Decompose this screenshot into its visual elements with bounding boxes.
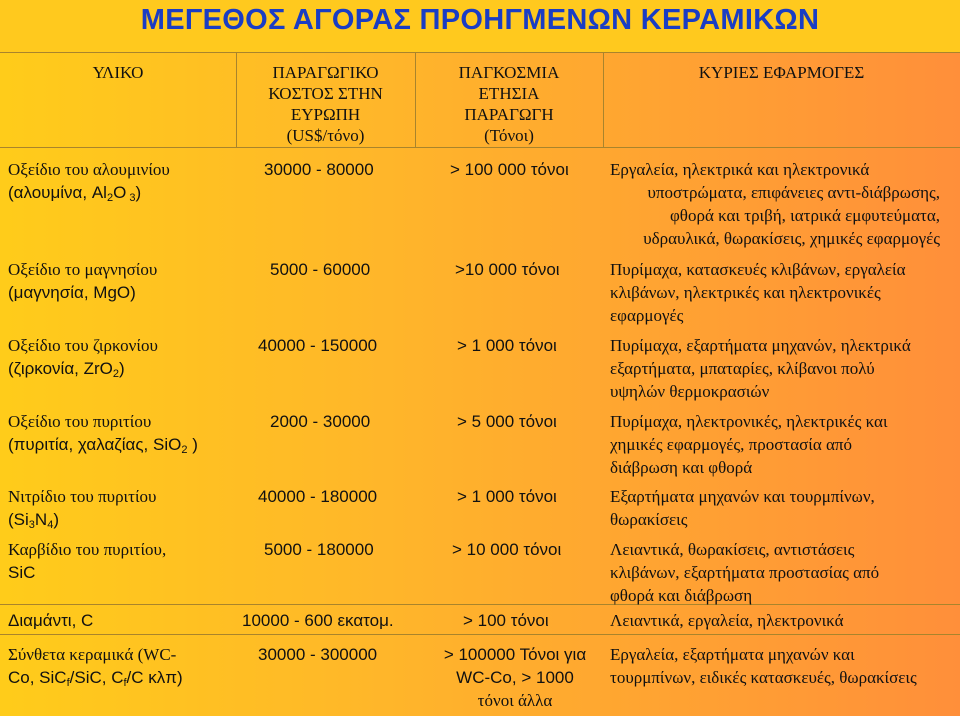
applications-line: Εργαλεία, εξαρτήματα μηχανών και [610, 645, 855, 664]
applications-text [610, 643, 917, 689]
header-cost-line: ΠΑΡΑΓΩΓΙΚΟ [272, 63, 379, 82]
material-formula: $(Si_3N_4)$ [8, 510, 59, 531]
cost-value: 40000 - 150000 [258, 336, 378, 355]
applications-line: κλιβάνων, εξαρτήματα προστασίας από [610, 563, 880, 582]
applications-line: Λειαντικά, θωρακίσεις, αντιστάσεις [610, 540, 855, 559]
applications-text [610, 158, 940, 250]
cost-value: 10000 - 600 εκατομ. [242, 611, 394, 630]
production-value [426, 643, 604, 712]
applications-line: φθορά και τριβή, ιατρικά εμφυτεύματα, [670, 206, 940, 225]
applications-line: διάβρωση και φθορά [610, 458, 753, 477]
applications-line: υψηλών θερμοκρασιών [610, 382, 770, 401]
cost-value: 30000 - 80000 [264, 160, 374, 179]
table-top-border [0, 52, 960, 53]
applications-text [610, 538, 879, 607]
production-value: > 1 000 τόνοι [457, 336, 557, 355]
applications-line: Εργαλεία, ηλεκτρικά και ηλεκτρονικά [610, 160, 870, 179]
material-name: Οξείδιο το μαγνησίου [8, 260, 158, 279]
header-cost-line: ΚΟΣΤΟΣ ΣΤΗΝ [268, 84, 383, 103]
applications-line: Λειαντικά, εργαλεία, ηλεκτρονικά [610, 611, 844, 630]
page-title: ΜΕΓΕΘΟΣ ΑΓΟΡΑΣ ΠΡΟΗΓΜΕΝΩΝ ΚΕΡΑΜΙΚΩΝ [140, 4, 820, 36]
production-value: > 1 000 τόνοι [457, 487, 557, 506]
applications-line: υδραυλικά, θωρακίσεις, χημικές εφαρμογές [643, 229, 940, 248]
applications-line: κλιβάνων, ηλεκτρικές και ηλεκτρονικές [610, 283, 881, 302]
production-line: > 100000 Τόνοι για [443, 645, 587, 664]
applications-line: εξαρτήματα, μπαταρίες, κλίβανοι πολύ [610, 359, 875, 378]
applications-line: υποστρώματα, επιφάνειες αντι-διάβρωσης, [647, 183, 940, 202]
material-name: Οξείδιο του αλουμινίου [8, 160, 170, 179]
applications-text [610, 410, 888, 479]
material-name: Νιτρίδιο του πυριτίου [8, 487, 157, 506]
material-name: Οξείδιο του ζιρκονίου [8, 336, 158, 355]
header-production-line: ΠΑΓΚΟΣΜΙΑ [458, 63, 560, 82]
header-applications: ΚΥΡΙΕΣ ΕΦΑΡΜΟΓΕΣ [698, 63, 865, 82]
applications-text [610, 485, 875, 531]
applications-text [610, 609, 844, 632]
header-material: ΥΛΙΚΟ [92, 63, 144, 82]
material-formula: SiC [8, 563, 36, 582]
applications-text [610, 258, 906, 327]
material-name: Διαμάντι, C [8, 611, 94, 630]
cost-value: 5000 - 180000 [264, 540, 374, 559]
applications-line: φθορά και διάβρωση [610, 586, 753, 605]
material-name: Σύνθετα κεραμικά (WC- [8, 645, 177, 664]
production-value: > 100 τόνοι [463, 611, 549, 630]
header-production-line: ΠΑΡΑΓΩΓΗ [464, 105, 554, 124]
cost-value: 30000 - 300000 [258, 645, 378, 664]
header-cost-line: (US$/τόνο) [286, 126, 365, 145]
cost-value: 2000 - 30000 [270, 412, 371, 431]
production-value: >10 000 τόνοι [455, 260, 560, 279]
material-formula: Co, SiC$_f$/SiC, $C_f/C$ κλπ) [8, 668, 183, 689]
header-production-line: (Τόνοι) [484, 126, 534, 145]
header-production [415, 62, 603, 146]
header-divider [0, 147, 960, 148]
applications-line: θωρακίσεις [610, 510, 688, 529]
material-formula: (ζιρκονία, ZrO$_2$) [8, 359, 125, 380]
production-value: > 100 000 τόνοι [450, 160, 569, 179]
material-name: Καρβίδιο του πυριτίου, [8, 540, 167, 559]
applications-line: εφαρμογές [610, 306, 684, 325]
material-formula: (μαγνησία, MgO) [8, 283, 136, 302]
production-line: WC-Co, > 1000 [456, 668, 574, 687]
material-formula: (πυριτία, χαλαζίας, SiO$_2$ ) [8, 435, 198, 456]
material-formula: (αλουμίνα, $Al_2O$ $_3$) [8, 183, 142, 204]
applications-line: Εξαρτήματα μηχανών και τουρμπίνων, [610, 487, 875, 506]
applications-line: Πυρίμαχα, κατασκευές κλιβάνων, εργαλεία [610, 260, 906, 279]
production-line: τόνοι άλλα [477, 691, 553, 710]
header-cost-line: ΕΥΡΩΠΗ [290, 105, 361, 124]
applications-line: χημικές εφαρμογές, προστασία από [610, 435, 853, 454]
applications-text [610, 334, 911, 403]
row-divider [0, 634, 960, 635]
header-cost [236, 62, 415, 146]
applications-line: Πυρίμαχα, εξαρτήματα μηχανών, ηλεκτρικά [610, 336, 911, 355]
market-table [0, 52, 960, 716]
applications-line: τουρμπίνων, ειδικές κατασκευές, θωρακίσεις [610, 668, 917, 687]
material-name: Οξείδιο του πυριτίου [8, 412, 152, 431]
cost-value: 5000 - 60000 [270, 260, 371, 279]
cost-value: 40000 - 180000 [258, 487, 378, 506]
header-production-line: ΕΤΗΣΙΑ [478, 84, 540, 103]
production-value: > 5 000 τόνοι [457, 412, 557, 431]
production-value: > 10 000 τόνοι [452, 540, 562, 559]
applications-line: Πυρίμαχα, ηλεκτρονικές, ηλεκτρικές και [610, 412, 888, 431]
